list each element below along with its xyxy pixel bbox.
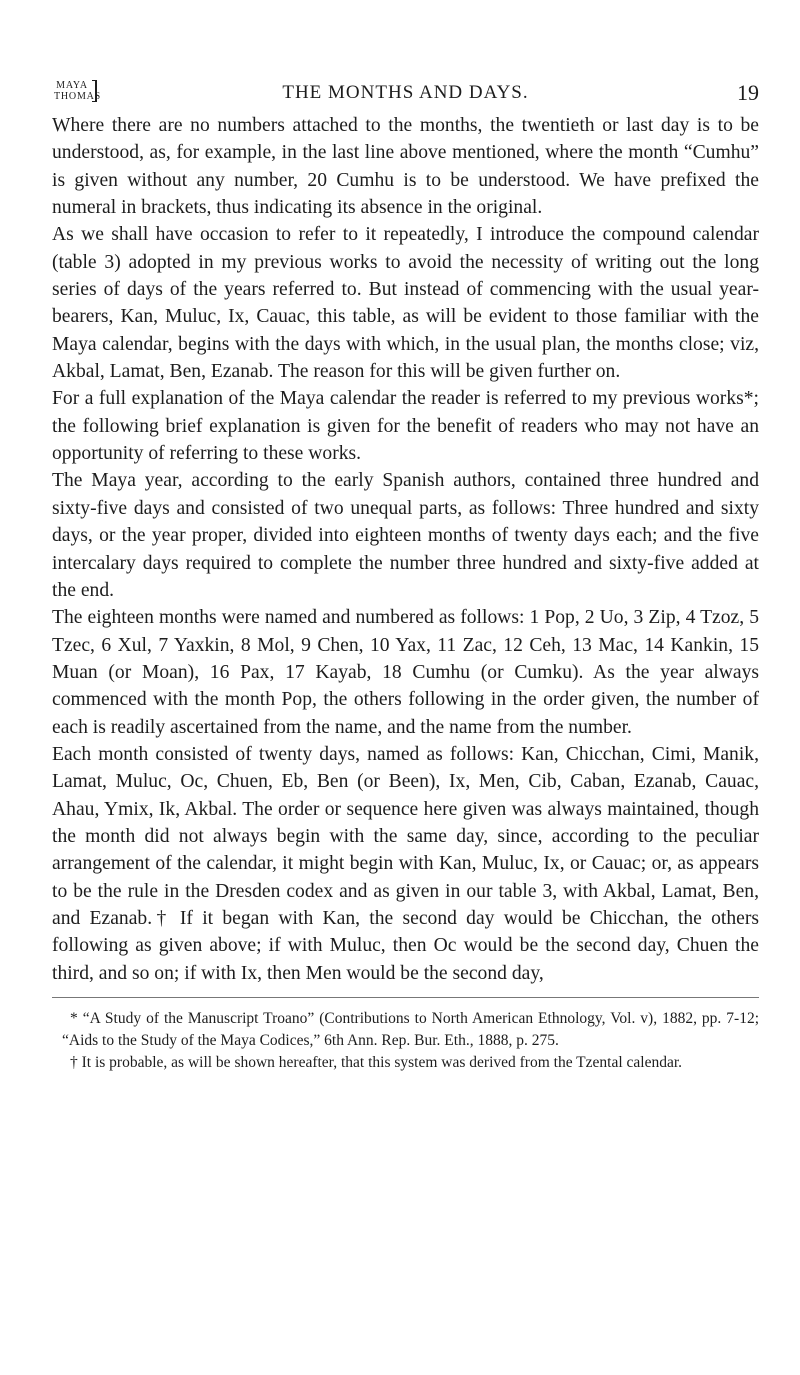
book-page xyxy=(52,78,759,1074)
side-label-top: MAYA xyxy=(56,80,88,91)
page-number: 19 xyxy=(737,80,759,105)
footnote: * “A Study of the Manuscript Troano” (Contributions to North American Ethnology, Vol. v), 1882, pp. 7-12; “Aids to the Study of the Maya Codices,” 6th Ann. Rep. Bur. Eth., 1888, p. 275. xyxy=(62,1010,759,1049)
paragraph: For a full explanation of the Maya calendar the reader is referred to my previous works*; the following brief explanation is given for the benefit of readers who may not have an opportunity of referring to these works. xyxy=(52,388,759,465)
running-head xyxy=(52,78,759,112)
body-text xyxy=(52,112,759,987)
paragraph: Where there are no numbers attached to the months, the twentieth or last day is to be understood, as, for example, in the last line above mentioned, where the month “Cumhu” is given without any number, 20 Cumhu is to be understood. We have prefixed the numeral in brackets, thus indicating its absence in the original. xyxy=(52,115,759,219)
side-label-bottom: THOMAS xyxy=(54,91,102,102)
footnote: † It is probable, as will be shown hereafter, that this system was derived from the Tzental calendar. xyxy=(70,1054,683,1071)
paragraph: Each month consisted of twenty days, named as follows: Kan, Chicchan, Cimi, Manik, Lamat, Muluc, Oc, Chuen, Eb, Ben (or Been), Ix, Men, Cib, Caban, Ezanab, Cauac, Ahau, Ymix, Ik, Akbal. The order or sequence here given was always maintained, though the month did not always begin with the same day, since, according to the peculiar arrangement of the calendar, it might begin with Kan, Muluc, Ix, or Cauac; or, as appears to be the rule in the Dresden codex and as given in our table 3, with Akbal, Lamat, Ben, and Ezanab.† If it began with Kan, the second day would be Chicchan, the others following as given above; if with Muluc, then Oc would be the second day, Chuen the third, and so on; if with Ix, then Men would be the second day, xyxy=(52,743,759,984)
paragraph: The eighteen months were named and numbered as follows: 1 Pop, 2 Uo, 3 Zip, 4 Tzoz, 5 Tzec, 6 Xul, 7 Yaxkin, 8 Mol, 9 Chen, 10 Yax, 11 Zac, 12 Ceh, 13 Mac, 14 Kankin, 15 Muan (or Moan), 16 Pax, 17 Kayab, 18 Cumhu (or Cumku). As the year always commenced with the month Pop, the others following in the order given, the number of each is readily ascertained from the name, and the name from the number. xyxy=(52,607,759,738)
paragraph: The Maya year, according to the early Spanish authors, contained three hundred and sixty-five days and consisted of two unequal parts, as follows: Three hundred and sixty days, or the year proper, divided into eighteen months of twenty days each; and the five intercalary days required to complete the number three hundred and sixty-five added at the end. xyxy=(52,470,759,601)
footnotes xyxy=(52,1008,759,1074)
footnote-divider xyxy=(52,997,759,998)
page-title: THE MONTHS AND DAYS. xyxy=(282,82,529,103)
paragraph: As we shall have occasion to refer to it repeatedly, I introduce the compound calendar (table 3) adopted in my previous works to avoid the necessity of writing out the long series of days of the years referred to. But instead of commencing with the usual year-bearers, Kan, Muluc, Ix, Cauac, this table, as will be evident to those familiar with the Maya calendar, begins with the days with which, in the usual plan, the months close; viz, Akbal, Lamat, Ben, Ezanab. The reason for this will be given further on. xyxy=(52,224,759,383)
